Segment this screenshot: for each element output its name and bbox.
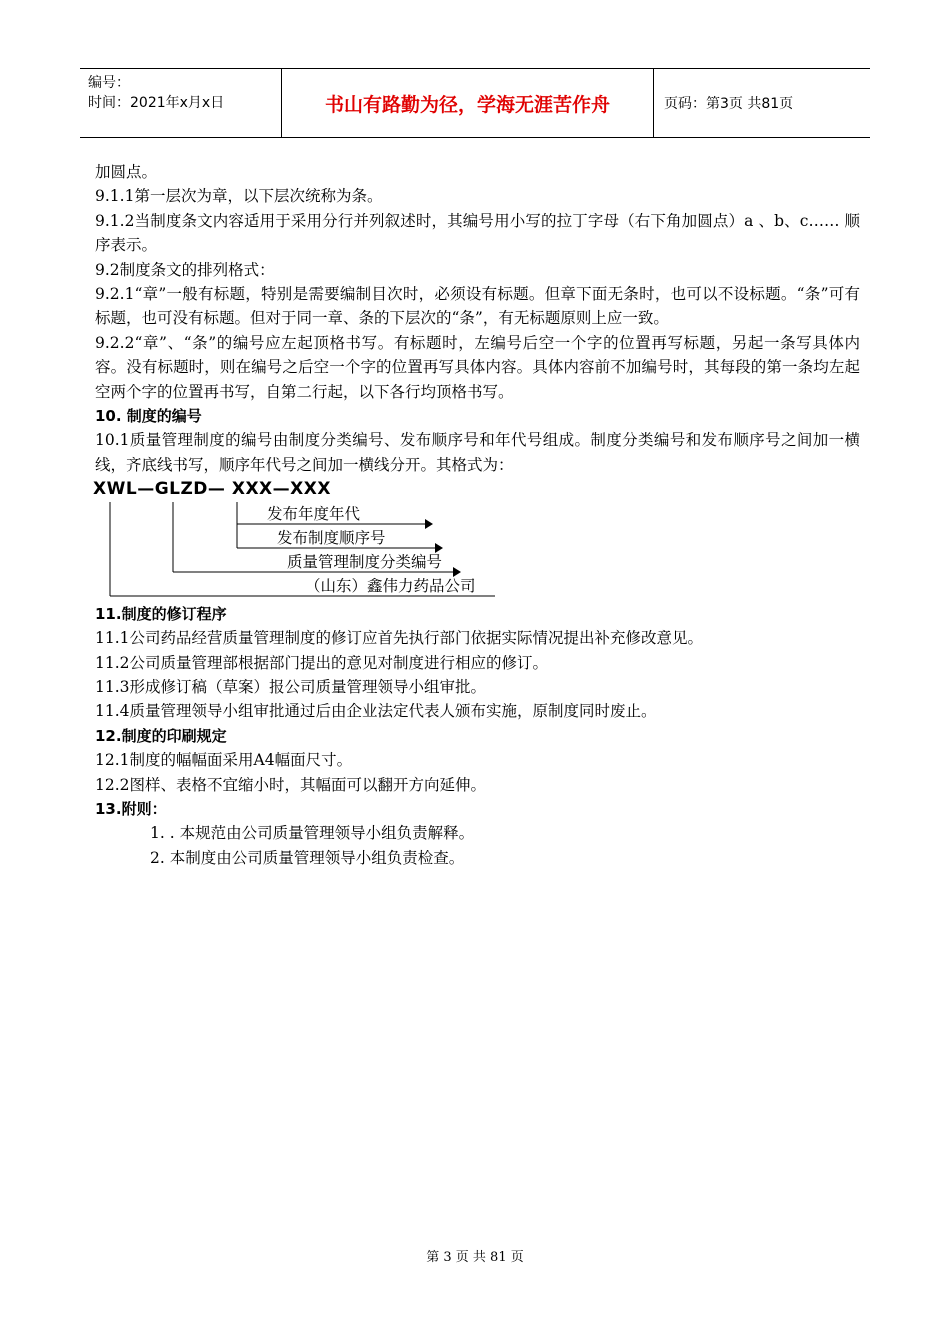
- paragraph: 9.2.2“章”、“条”的编号应左起顶格书写。有标题时，左编号后空一个字的位置再写标题，另起一条写具体内容。没有标题时，则在编号之后空一个字的位置再写具体内容。具体内容前不加编号时，其每段的第一条均左起空两个字的位置再书写，自第二行起，以下各行均顶格书写。: [95, 333, 860, 401]
- page-footer: 第 3 页 共 81 页: [426, 1250, 524, 1265]
- section-12-heading: 12.制度的印刷规定: [95, 726, 227, 745]
- section-10-text: 10.1质量管理制度的编号由制度分类编号、发布顺序号和年代号组成。制度分类编号和发布顺序号之间加一横线，齐底线书写，顺序年代号之间加一横线分开。其格式为：: [95, 431, 860, 474]
- page-header: [80, 68, 870, 138]
- section-11-item: 11.1公司药品经营质量管理制度的修订应首先执行部门依据实际情况提出补充修改意见。: [95, 629, 704, 648]
- paragraph: 9.1.2当制度条文内容适用于采用分行并列叙述时，其编号用小写的拉丁字母（右下角加圆点）a 、b、c…… 顺序表示。: [95, 211, 860, 255]
- paragraph: 9.2.1“章”一般有标题，特别是需要编制目次时，必须设有标题。但章下面无条时，也可以不设标题。“条”可有标题，也可没有标题。但对于同一章、条的下层次的“条”，有无标题原则上应一致。: [95, 285, 860, 328]
- section-12-item: 12.2图样、表格不宜缩小时，其幅面可以翻开方向延伸。: [95, 775, 487, 794]
- paragraph: 加圆点。: [95, 163, 158, 181]
- diagram-label-company: （山东）鑫伟力药品公司: [305, 576, 476, 595]
- paragraph: 9.1.1第一层次为章，以下层次统称为条。: [95, 187, 383, 206]
- header-page-info: 页码：第3页 共81页: [664, 96, 794, 112]
- time-label: 时间：2021年x月x日: [88, 95, 225, 111]
- header-meta: [80, 69, 282, 137]
- section-10-heading: 10. 制度的编号: [95, 407, 202, 426]
- section-13-heading: 13.附则：: [95, 799, 167, 818]
- numbering-code: XWL—GLZD— XXX—XXX: [93, 479, 331, 500]
- diagram-label-category: 质量管理制度分类编号: [287, 552, 443, 571]
- paragraph: 9.2制度条文的排列格式：: [95, 260, 275, 279]
- section-11-heading: 11.制度的修订程序: [95, 604, 227, 623]
- numbering-diagram: [95, 502, 860, 602]
- diagram-label-year: 发布年度年代: [267, 504, 361, 523]
- document-body: [95, 160, 860, 870]
- section-13-item: 2. 本制度由公司质量管理领导小组负责检查。: [150, 848, 465, 867]
- section-11-item: 11.3形成修订稿（草案）报公司质量管理领导小组审批。: [95, 677, 487, 696]
- diagram-label-sequence: 发布制度顺序号: [277, 528, 386, 547]
- section-13-item: 1. . 本规范由公司质量管理领导小组负责解释。: [150, 824, 475, 843]
- header-motto: 书山有路勤为径，学海无涯苦作舟: [282, 69, 654, 137]
- number-label: 编号：: [88, 75, 130, 91]
- section-12-item: 12.1制度的幅幅面采用A4幅面尺寸。: [95, 751, 353, 770]
- section-11-item: 11.2公司质量管理部根据部门提出的意见对制度进行相应的修订。: [95, 653, 549, 672]
- section-11-item: 11.4质量管理领导小组审批通过后由企业法定代表人颁布实施，原制度同时废止。: [95, 702, 657, 721]
